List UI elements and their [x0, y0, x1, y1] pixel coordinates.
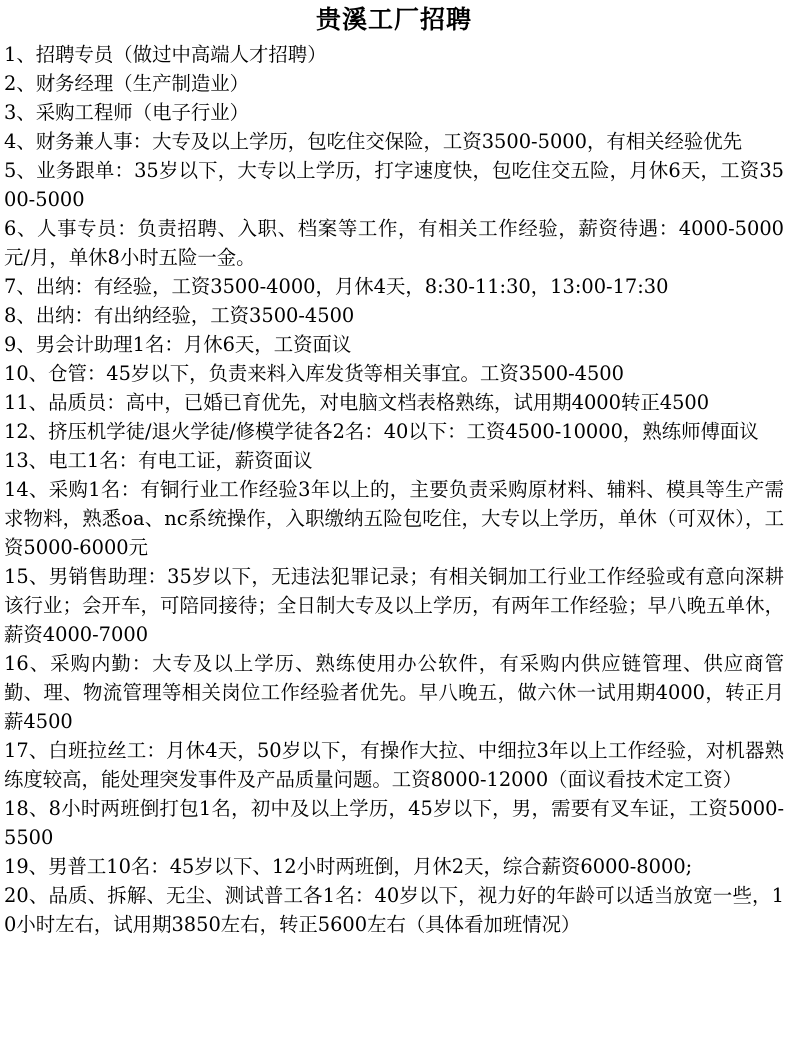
job-item-2: 2、财务经理（生产制造业）	[4, 72, 250, 95]
job-item-5: 5、业务跟单：35岁以下，大专以上学历，打字速度快，包吃住交五险，月休6天，工资3500-5000	[4, 159, 784, 211]
job-item-18: 18、8小时两班倒打包1名，初中及以上学历，45岁以下，男，需要有叉车证，工资5000-5500	[4, 797, 784, 849]
job-item-3: 3、采购工程师（电子行业）	[4, 101, 250, 124]
job-item-17: 17、白班拉丝工：月休4天，50岁以下，有操作大拉、中细拉3年以上工作经验，对机器熟练度较高，能处理突发事件及产品质量问题。工资8000-12000（面议看技术定工资）	[4, 739, 784, 791]
job-list	[4, 40, 784, 939]
job-item-16: 16、采购内勤：大专及以上学历、熟练使用办公软件，有采购内供应链管理、供应商管勤、理、物流管理等相关岗位工作经验者优先。早八晚五，做六休一试用期4000，转正月薪4500	[4, 652, 784, 733]
job-item-11: 11、品质员：高中，已婚已育优先，对电脑文档表格熟练，试用期4000转正4500	[4, 391, 710, 414]
job-item-14: 14、采购1名：有铜行业工作经验3年以上的，主要负责采购原材料、辅料、模具等生产需求物料，熟悉oa、nc系统操作，入职缴纳五险包吃住，大专以上学历，单休（可双休），工资5000-6000元	[4, 478, 784, 559]
job-item-6: 6、人事专员：负责招聘、入职、档案等工作，有相关工作经验，薪资待遇：4000-5000元/月，单休8小时五险一金。	[4, 217, 784, 269]
job-item-4: 4、财务兼人事：大专及以上学历，包吃住交保险，工资3500-5000，有相关经验优先	[4, 130, 743, 153]
job-item-1: 1、招聘专员（做过中高端人才招聘）	[4, 43, 327, 66]
job-item-19: 19、男普工10名：45岁以下、12小时两班倒，月休2天，综合薪资6000-8000;	[4, 855, 693, 878]
job-item-7: 7、出纳：有经验，工资3500-4000，月休4天，8:30-11:30，13:00-17:30	[4, 275, 669, 298]
job-item-15: 15、男销售助理：35岁以下，无违法犯罪记录；有相关铜加工行业工作经验或有意向深耕该行业；会开车，可陪同接待；全日制大专及以上学历，有两年工作经验；早八晚五单休，薪资4000-7000	[4, 565, 784, 646]
job-item-12: 12、挤压机学徒/退火学徒/修模学徒各2名：40以下：工资4500-10000，熟练师傅面议	[4, 420, 759, 443]
job-item-13: 13、电工1名：有电工证，薪资面议	[4, 449, 313, 472]
job-item-9: 9、男会计助理1名：月休6天，工资面议	[4, 333, 352, 356]
document-title: 贵溪工厂招聘	[315, 5, 472, 34]
job-item-10: 10、仓管：45岁以下，负责来料入库发货等相关事宜。工资3500-4500	[4, 362, 624, 385]
job-item-20: 20、品质、拆解、无尘、测试普工各1名：40岁以下，视力好的年龄可以适当放宽一些，10小时左右，试用期3850左右，转正5600左右（具体看加班情况）	[4, 884, 784, 936]
job-item-8: 8、出纳：有出纳经验，工资3500-4500	[4, 304, 355, 327]
